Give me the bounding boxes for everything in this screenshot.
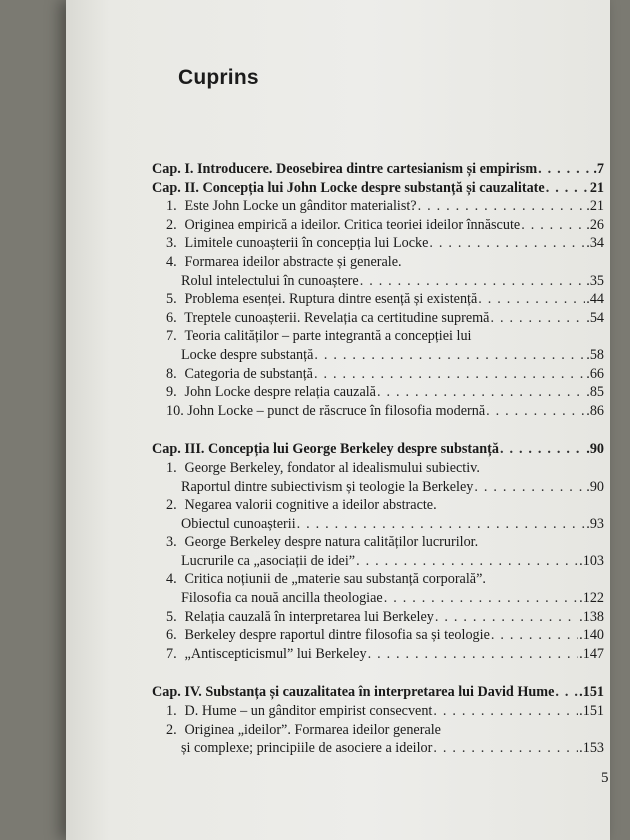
entry-title: [181, 739, 432, 758]
entry-text: Filosofia ca nouă ancilla theologiae: [181, 590, 383, 607]
entry-number: 7.: [166, 645, 177, 662]
entry-number: 1.: [166, 459, 177, 476]
leader-dots: [486, 402, 585, 421]
toc-item-continuation: [152, 515, 604, 534]
entry-text: Formarea ideilor abstracte și generale.: [184, 253, 402, 270]
entry-title: [152, 440, 499, 459]
leader-dots: [555, 683, 578, 702]
leader-dots: [368, 645, 579, 664]
entry-number: 4.: [166, 253, 177, 270]
leader-dots: [360, 272, 586, 291]
entry-text: Raportul dintre subiectivism și teologie la Berkeley: [181, 478, 474, 495]
leader-dots: [546, 179, 589, 198]
leader-dots: [384, 589, 578, 608]
page-title: Cuprins: [178, 66, 259, 89]
entry-text: Originea empirică a ideilor. Critica teoriei ideilor înnăscute: [184, 216, 521, 233]
entry-title: [181, 589, 383, 608]
entry-page: .138: [579, 608, 604, 625]
entry-text: D. Hume – un gânditor empirist consecvent: [184, 703, 433, 720]
entry-page: .44: [586, 291, 604, 308]
entry-text: Cap. III. Concepția lui George Berkeley despre substanță: [152, 441, 499, 458]
entry-text: Rolul intelectului în cunoaștere: [181, 272, 359, 289]
entry-text: Locke despre substanță: [181, 346, 314, 363]
leader-dots: [433, 739, 578, 758]
entry-title: [181, 272, 359, 291]
entry-number: 1.: [166, 703, 177, 720]
entry-text: Treptele cunoașterii. Revelația ca certitudine supremă: [184, 309, 490, 326]
entry-title: [166, 608, 434, 627]
entry-text: George Berkeley despre natura calităților lucrurilor.: [184, 534, 479, 551]
toc-item: [152, 290, 604, 309]
entry-page: .54: [586, 309, 604, 326]
toc-item: [152, 645, 604, 664]
toc-item-continuation: [152, 346, 604, 365]
leader-dots: [429, 234, 585, 253]
entry-text: „Antiscepticismul” lui Berkeley: [184, 645, 367, 662]
entry-number: 2.: [166, 216, 177, 233]
entry-page: .34: [586, 235, 604, 252]
entry-page: .35: [586, 272, 604, 289]
entry-title: [166, 365, 313, 384]
toc-item: [152, 383, 604, 402]
toc-item-continuation: [152, 272, 604, 291]
section-gap: [152, 663, 604, 683]
leader-dots: [490, 309, 585, 328]
entry-text: Cap. I. Introducere. Deosebirea dintre cartesianism și empirism: [152, 161, 538, 177]
entry-text: Cap. II. Concepția lui John Locke despre substanță și cauzalitate: [152, 179, 545, 196]
leader-dots: [314, 346, 585, 365]
entry-number: 9.: [166, 384, 177, 401]
leader-dots: [297, 515, 586, 534]
entry-title: [166, 402, 485, 421]
toc-item: [152, 365, 604, 384]
chapter-heading: [152, 440, 604, 459]
entry-page: .86: [586, 402, 604, 419]
toc-item-continuation: [152, 552, 604, 571]
leader-dots: [521, 216, 585, 235]
leader-dots: [418, 197, 586, 216]
entry-text: Problema esenței. Ruptura dintre esență și existență: [184, 291, 478, 308]
page-number: 5: [601, 770, 609, 786]
entry-number: 2.: [166, 721, 177, 738]
toc-item-continuation: [152, 739, 604, 758]
entry-page: .153: [579, 740, 604, 757]
toc-item: [152, 234, 604, 253]
leader-dots: [433, 702, 578, 721]
entry-title: [166, 645, 367, 664]
chapter-heading: [152, 179, 604, 198]
section-gap: [152, 420, 604, 440]
toc-item: [152, 608, 604, 627]
entry-number: 8.: [166, 365, 177, 382]
entry-page: .26: [586, 216, 604, 233]
entry-title: [166, 290, 477, 309]
entry-number: 1.: [166, 198, 177, 215]
entry-title: [152, 179, 545, 198]
toc-item: [152, 197, 604, 216]
entry-page: .122: [579, 590, 604, 607]
entry-text: Relația cauzală în interpretarea lui Berkeley: [184, 608, 434, 625]
entry-text: și complexe; principiile de asociere a ideilor: [181, 740, 433, 757]
entry-number: 5.: [166, 291, 177, 308]
entry-title: [181, 346, 313, 365]
entry-number: 3.: [166, 235, 177, 252]
entry-page: .147: [579, 645, 604, 662]
toc-item: [152, 496, 604, 515]
toc-item: [152, 402, 604, 421]
toc-item-continuation: [152, 589, 604, 608]
entry-title: [166, 383, 376, 402]
entry-number: 4.: [166, 571, 177, 588]
entry-text: Critica noțiunii de „materie sau substanță corporală”.: [184, 571, 486, 588]
entry-text: Berkeley despre raportul dintre filosofia sa și teologie: [184, 627, 490, 644]
entry-text: Categoria de substanță: [184, 365, 313, 382]
entry-page: .151: [579, 684, 604, 701]
toc-item-continuation: [152, 478, 604, 497]
leader-dots: [356, 552, 578, 571]
toc-item: [152, 459, 604, 478]
entry-title: [166, 216, 520, 235]
entry-page: 21: [589, 179, 604, 196]
leader-dots: [435, 608, 578, 627]
leader-dots: [474, 478, 585, 497]
entry-title: [166, 234, 428, 253]
entry-number: 6.: [166, 627, 177, 644]
toc-item: [152, 721, 604, 740]
entry-text: John Locke despre relația cauzală: [184, 384, 376, 401]
chapter-heading: [152, 160, 604, 179]
entry-page: .66: [586, 365, 604, 382]
entry-title: [181, 515, 296, 534]
entry-text: Cap. IV. Substanța și cauzalitatea în interpretarea lui David Hume: [152, 684, 555, 701]
toc-item: [152, 253, 604, 272]
entry-number: 6.: [166, 309, 177, 326]
table-of-contents: [152, 160, 604, 758]
entry-title: [166, 702, 432, 721]
leader-dots: [478, 290, 585, 309]
toc-item: [152, 309, 604, 328]
entry-text: Originea „ideilor”. Formarea ideilor generale: [184, 721, 441, 738]
entry-text: Negarea valorii cognitive a ideilor abstracte.: [184, 497, 437, 514]
leader-dots: [491, 626, 578, 645]
entry-page: .85: [586, 384, 604, 401]
entry-text: Teoria calităților – parte integrantă a concepției lui: [184, 328, 472, 345]
entry-text: Limitele cunoașterii în concepția lui Locke: [184, 235, 429, 252]
entry-page: .151: [579, 703, 604, 720]
leader-dots: [314, 365, 585, 384]
entry-text: Este John Locke un gânditor materialist?: [184, 198, 417, 215]
entry-page: .21: [586, 198, 604, 215]
entry-text: John Locke – punct de răscruce în filosofia modernă: [187, 402, 486, 419]
leader-dots: [538, 160, 592, 179]
entry-number: 2.: [166, 497, 177, 514]
toc-item: [152, 702, 604, 721]
leader-dots: [377, 383, 585, 402]
entry-page: .58: [586, 346, 604, 363]
entry-page: .90: [586, 441, 604, 458]
entry-page: .90: [586, 478, 604, 495]
entry-number: 7.: [166, 328, 177, 345]
toc-item: [152, 626, 604, 645]
entry-title: [152, 160, 537, 179]
entry-page: .93: [586, 515, 604, 532]
toc-item: [152, 216, 604, 235]
entry-title: [152, 683, 554, 702]
entry-text: Lucrurile ca „asociații de idei”: [181, 552, 356, 569]
toc-item: [152, 570, 604, 589]
entry-page: .140: [579, 627, 604, 644]
entry-title: [181, 478, 473, 497]
entry-title: [181, 552, 355, 571]
entry-title: [166, 309, 489, 328]
leader-dots: [500, 440, 585, 459]
toc-item: [152, 327, 604, 346]
entry-number: 3.: [166, 534, 177, 551]
entry-number: 5.: [166, 608, 177, 625]
entry-title: [166, 197, 417, 216]
book-page: [66, 0, 610, 840]
chapter-heading: [152, 683, 604, 702]
entry-title: [166, 626, 490, 645]
entry-number: 10.: [166, 402, 184, 419]
entry-page: .103: [579, 552, 604, 569]
entry-page: .7: [593, 161, 604, 177]
toc-item: [152, 533, 604, 552]
entry-text: Obiectul cunoașterii: [181, 515, 296, 532]
entry-text: George Berkeley, fondator al idealismului subiectiv.: [184, 459, 480, 476]
